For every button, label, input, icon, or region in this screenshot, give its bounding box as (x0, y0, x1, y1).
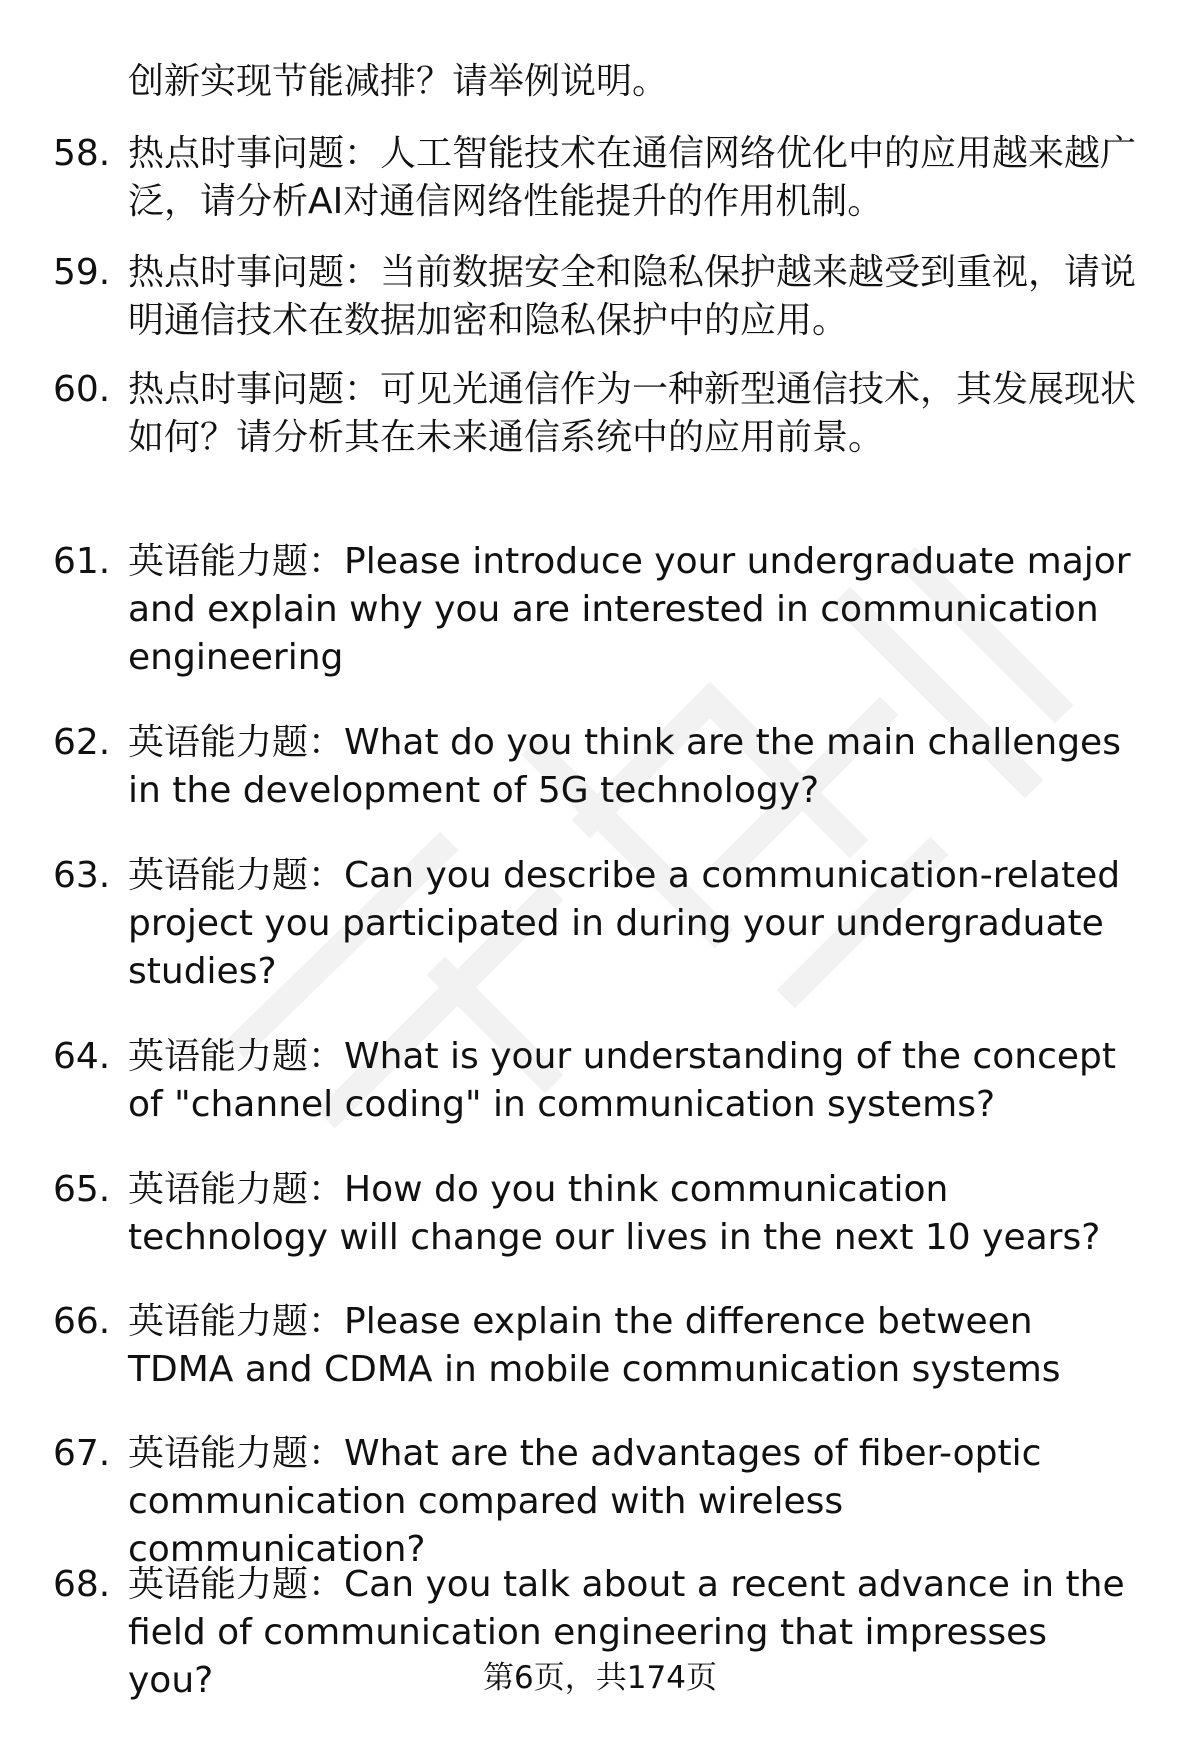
question-number: 64. (53, 1036, 111, 1077)
question-number: 65. (53, 1169, 111, 1210)
question-number: 58. (53, 133, 111, 174)
question-text: 热点时事问题：当前数据安全和隐私保护越来越受到重视，请说明通信技术在数据加密和隐私保护中的应用。 (128, 252, 1137, 341)
question-number: 60. (53, 369, 111, 410)
question-text: 英语能力题：Can you describe a communication-related project you participated in during your undergraduate studies? (128, 855, 1121, 992)
question-number: 66. (53, 1301, 111, 1342)
question-number: 62. (53, 722, 111, 763)
page-number-footer: 第6页，共174页 (483, 1660, 717, 1696)
question-text: 英语能力题：What is your understanding of the concept of "channel coding" in communication systems? (128, 1036, 1116, 1125)
question-text: 热点时事问题：人工智能技术在通信网络优化中的应用越来越广泛，请分析AI对通信网络性能提升的作用机制。 (128, 133, 1137, 222)
question-number: 67. (53, 1433, 111, 1474)
question-text: 英语能力题：Can you talk about a recent advance in the field of communication engineering that impresses you? (128, 1564, 1125, 1701)
question-text: 英语能力题：Please explain the difference between TDMA and CDMA in mobile communication systems (128, 1301, 1061, 1390)
question-number: 59. (53, 252, 111, 293)
question-text: 英语能力题：Please introduce your undergraduate major and explain why you are interested in communication engineering (128, 541, 1131, 678)
question-number: 61. (53, 541, 111, 582)
question-number: 63. (53, 855, 111, 896)
question-text: 热点时事问题：可见光通信作为一种新型通信技术，其发展现状如何？请分析其在未来通信系统中的应用前景。 (128, 369, 1137, 458)
continued-question-text: 创新实现节能减排？请举例说明。 (128, 61, 669, 102)
question-text: 英语能力题：What are the advantages of fiber-optic communication compared with wireless communication? (128, 1433, 1042, 1570)
question-text: 英语能力题：What do you think are the main challenges in the development of 5G technology? (128, 722, 1121, 811)
question-text: 英语能力题：How do you think communication technology will change our lives in the next 10 years? (128, 1169, 1101, 1258)
question-number: 68. (53, 1564, 111, 1605)
